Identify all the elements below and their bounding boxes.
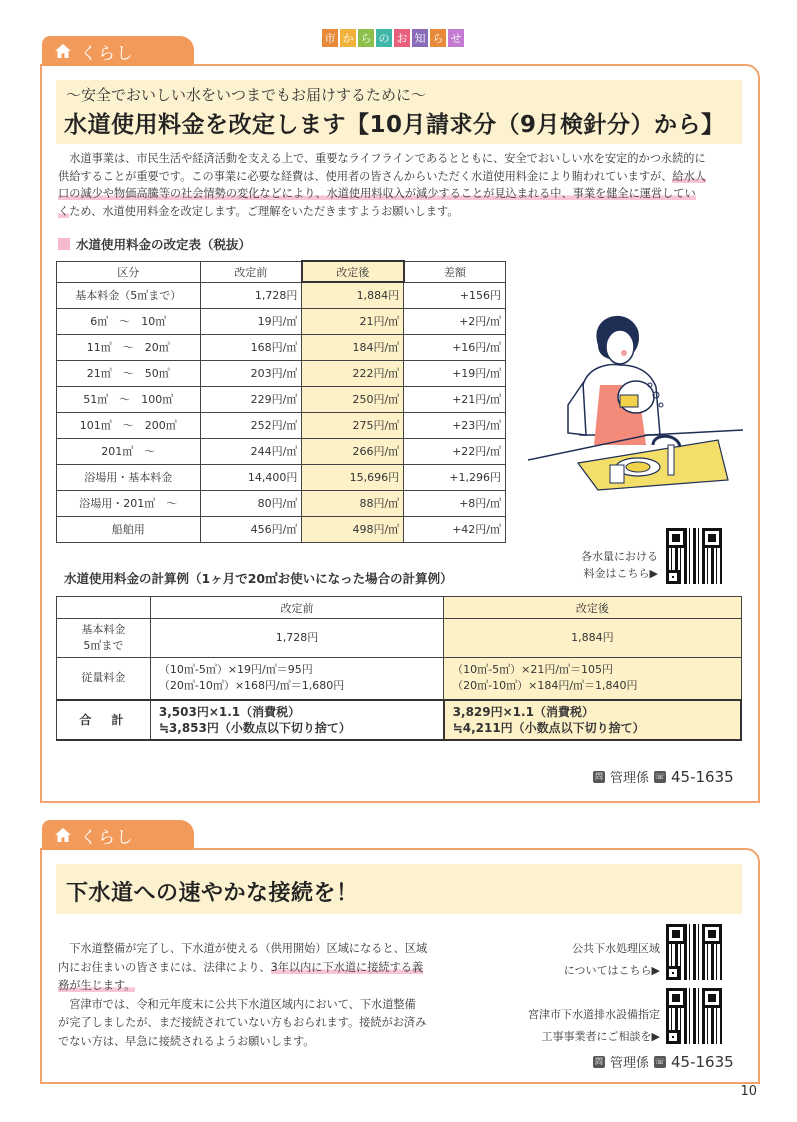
after-cell: 266円/㎥ (302, 438, 404, 464)
diff-cell: +23円/㎥ (404, 412, 506, 438)
diff-cell: +2円/㎥ (404, 308, 506, 334)
cell-line: （20㎥-10㎥）×184円/㎥＝1,840円 (452, 679, 638, 693)
intro-paragraph (58, 150, 748, 220)
after-cell (444, 700, 741, 740)
qr-code[interactable] (666, 924, 722, 980)
table-row (57, 438, 506, 464)
contact-tel: 45-1635 (671, 767, 734, 786)
before-cell (150, 658, 443, 700)
before-cell: 456円/㎥ (200, 516, 302, 542)
para-text: 内にお住まいの皆さまには、法律により、 (58, 960, 271, 974)
col-header: 改定前 (150, 597, 443, 619)
para-line: でない方は、早急に接続されるようお願いします。 (58, 1034, 315, 1048)
category-cell: 基本料金（5㎥まで） (57, 282, 201, 308)
banner-char: ら (430, 29, 446, 47)
para-highlight: 給水人 (672, 169, 706, 183)
after-cell: 15,696円 (302, 464, 404, 490)
sewer-paragraph (58, 940, 458, 1051)
row-label (57, 619, 151, 658)
col-header: 差額 (404, 261, 506, 282)
before-cell: 203円/㎥ (200, 360, 302, 386)
para-line (58, 959, 458, 978)
banner-char: お (394, 29, 410, 47)
table-row (57, 334, 506, 360)
home-icon (54, 43, 72, 59)
heading-marker (58, 238, 70, 250)
col-header (57, 597, 151, 619)
para-line (58, 185, 748, 203)
qr-caption-line: 公共下水処理区域 (572, 942, 660, 955)
cell-line: （10㎥-5㎥）×21円/㎥＝105円 (452, 663, 614, 677)
after-cell: 250円/㎥ (302, 386, 404, 412)
table-row (57, 360, 506, 386)
page-number: 10 (740, 1084, 757, 1099)
para-highlight: 口の減少や物価高騰等の社会情勢の変化などにより、水道使用料収入が減少することが見込まれる中、事業を健全に運営してい (58, 187, 696, 200)
qr-caption-line: 宮津市下水道排水設備指定 (528, 1008, 660, 1021)
diff-cell: +21円/㎥ (404, 386, 506, 412)
after-cell: 275円/㎥ (302, 412, 404, 438)
category-cell: 浴場用・基本料金 (57, 464, 201, 490)
category-cell: 201㎥ ～ (57, 438, 201, 464)
col-header: 改定後 (302, 261, 404, 282)
contact-tel: 45-1635 (671, 1052, 734, 1071)
diff-cell: +1,296円 (404, 464, 506, 490)
after-cell: 184円/㎥ (302, 334, 404, 360)
home-icon (54, 827, 72, 843)
table-row (57, 412, 506, 438)
table-row (57, 308, 506, 334)
after-cell (444, 658, 741, 700)
banner-char: か (340, 29, 356, 47)
category-cell: 浴場用・201㎥ ～ (57, 490, 201, 516)
dishwashing-illustration (528, 305, 748, 505)
before-cell: 80円/㎥ (200, 490, 302, 516)
category-cell: 11㎥ ～ 20㎥ (57, 334, 201, 360)
qr-caption (540, 548, 658, 582)
after-cell: 21円/㎥ (302, 308, 404, 334)
row-label: 従量料金 (57, 658, 151, 700)
qr-code[interactable] (666, 988, 722, 1044)
after-cell: 222円/㎥ (302, 360, 404, 386)
diff-cell: +19円/㎥ (404, 360, 506, 386)
banner-char: せ (448, 29, 464, 47)
before-cell: 1,728円 (200, 282, 302, 308)
after-cell: 88円/㎥ (302, 490, 404, 516)
banner-char: 知 (412, 29, 428, 47)
qr-caption-line: についてはこちら▶ (563, 964, 660, 977)
banner-char: 市 (322, 29, 338, 47)
qr-caption-line: 各水量における (581, 550, 658, 563)
para-line: 宮津市では、令和元年度末に公共下水道区域内において、下水道整備 (58, 997, 416, 1011)
cell-line: （10㎥-5㎥）×19円/㎥＝95円 (158, 663, 313, 677)
phone-icon: ☏ (655, 772, 666, 781)
page-title: 水道使用料金を改定します【10月請求分（9月検針分）から】 (64, 112, 725, 138)
col-header: 区分 (57, 261, 201, 282)
category-cell: 51㎥ ～ 100㎥ (57, 386, 201, 412)
category-cell: 21㎥ ～ 50㎥ (57, 360, 201, 386)
subtitle: ～安全でおいしい水をいつまでもお届けするために～ (66, 86, 427, 104)
table-row (57, 516, 506, 542)
para-line (58, 203, 748, 221)
qr-code[interactable] (666, 528, 722, 584)
after-cell: 498円/㎥ (302, 516, 404, 542)
para-highlight: 3年以内に下水道に接続する義 (270, 960, 424, 974)
banner-char: の (376, 29, 392, 47)
section-title: 下水道への速やかな接続を！ (66, 881, 359, 906)
before-cell: 229円/㎥ (200, 386, 302, 412)
before-cell: 1,728円 (150, 619, 443, 658)
table-row (57, 282, 506, 308)
before-cell: 19円/㎥ (200, 308, 302, 334)
qr-caption (490, 1004, 660, 1048)
qr-caption-line: 工事事業者にご相談を▶ (541, 1030, 660, 1043)
heading-text: 水道使用料金の改定表（税抜） (76, 237, 252, 252)
contact-dept: 管理係 (610, 771, 650, 786)
qr-caption-line: 料金はこちら▶ (583, 567, 658, 580)
cell-line: （20㎥-10㎥）×168円/㎥＝1,680円 (158, 679, 345, 693)
before-cell: 168円/㎥ (200, 334, 302, 360)
cell-line: 3,503円×1.1（消費税） (158, 704, 301, 719)
para-highlight: く (58, 204, 70, 218)
total-row (57, 700, 742, 740)
category-cell: 6㎥ ～ 10㎥ (57, 308, 201, 334)
before-cell: 14,400円 (200, 464, 302, 490)
category-cell: 船舶用 (57, 516, 201, 542)
cell-line: ≒3,853円（小数点以下切り捨て） (158, 720, 351, 735)
table-row (57, 658, 742, 700)
table-row (57, 490, 506, 516)
table-row (57, 464, 506, 490)
col-header: 改定後 (444, 597, 741, 619)
contact-info (593, 1052, 734, 1071)
cell-line: ≒4,211円（小数点以下切り捨て） (452, 720, 645, 735)
heading-text: 水道使用料金の計算例（1ヶ月で20㎥お使いになった場合の計算例） (64, 571, 453, 586)
para-text: 供給することが重要です。この事業に必要な経費は、使用者の皆さんからいただく水道使用料金により賄われていますが、 (58, 169, 673, 183)
after-cell: 1,884円 (444, 619, 741, 658)
table-row (57, 619, 742, 658)
category-cell: 101㎥ ～ 200㎥ (57, 412, 201, 438)
col-header: 改定前 (200, 261, 302, 282)
before-cell: 244円/㎥ (200, 438, 302, 464)
label-line: 5㎥まで (83, 639, 124, 652)
para-line (58, 977, 458, 996)
row-label: 合 計 (57, 700, 151, 740)
inquiry-icon: 問 (595, 772, 603, 781)
diff-cell: +16円/㎥ (404, 334, 506, 360)
para-highlight: 務が生じます。 (58, 979, 136, 992)
para-line: が完了しましたが、まだ接続されていない方もおられます。接続がお済み (58, 1016, 427, 1029)
before-cell (150, 700, 443, 740)
cell-line: 3,829円×1.1（消費税） (452, 704, 594, 719)
contact-dept: 管理係 (610, 1056, 650, 1071)
inquiry-icon: 問 (595, 1057, 603, 1066)
phone-icon: ☏ (655, 1057, 666, 1066)
para-line: 下水道整備が完了し、下水道が使える（供用開始）区域になると、区域 (58, 942, 428, 955)
diff-cell: +156円 (404, 282, 506, 308)
para-text: ため、水道使用料金を改定します。ご理解をいただきますようお願いします。 (69, 204, 459, 218)
label-line: 基本料金 (81, 623, 126, 636)
rate-table-heading (58, 235, 251, 253)
diff-cell: +42円/㎥ (404, 516, 506, 542)
after-cell: 1,884円 (302, 282, 404, 308)
tab-label: くらし (80, 827, 134, 848)
section-tab (42, 820, 194, 850)
qr-caption (500, 938, 660, 982)
top-banner (322, 29, 464, 47)
calc-heading (64, 569, 453, 587)
para-line: 水道事業は、市民生活や経済活動を支える上で、重要なライフラインであるとともに、安全でおいしい水を安定的かつ永続的に (58, 152, 706, 165)
section-tab (42, 36, 194, 66)
tab-label: くらし (80, 43, 134, 64)
before-cell: 252円/㎥ (200, 412, 302, 438)
diff-cell: +22円/㎥ (404, 438, 506, 464)
banner-char: ら (358, 29, 374, 47)
rate-table (56, 260, 506, 543)
diff-cell: +8円/㎥ (404, 490, 506, 516)
para-line (58, 168, 748, 186)
calc-table (56, 596, 742, 741)
contact-info (593, 767, 734, 786)
table-row (57, 386, 506, 412)
